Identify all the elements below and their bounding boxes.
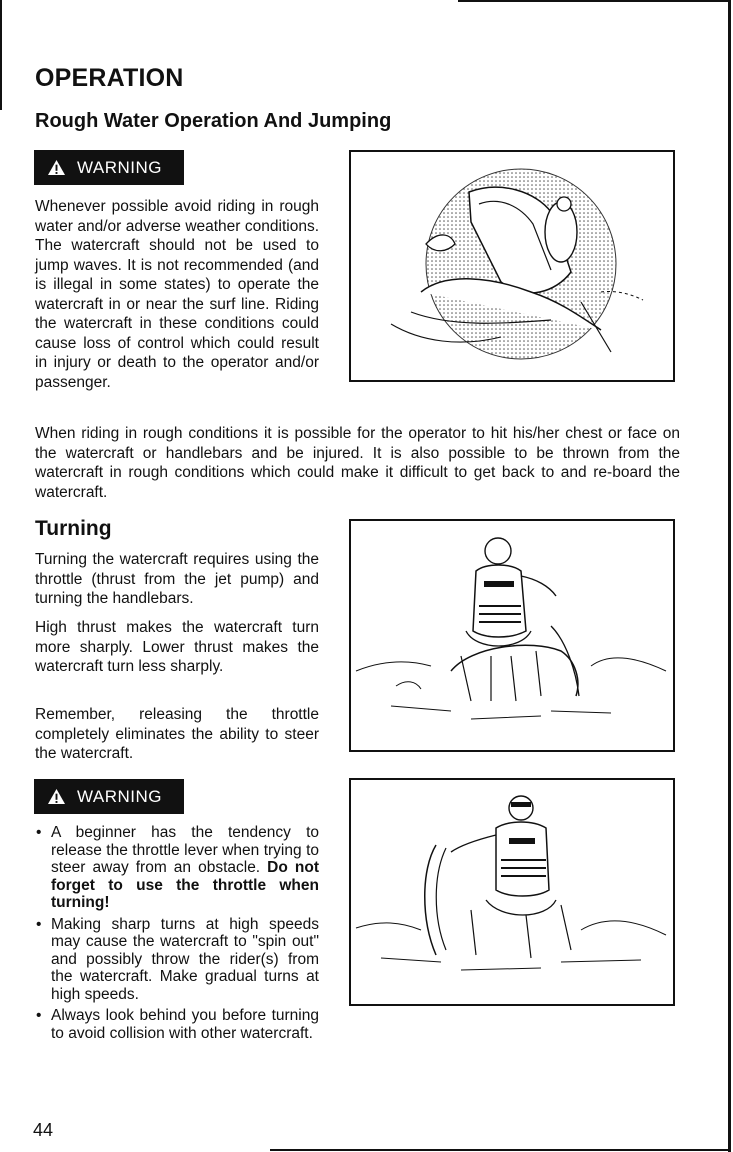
bullet-text: Making sharp turns at high speeds may cause the watercraft to "spin out" and possibly throw the rider(s) from the watercraft. Make gradual turns at high speeds. [51,915,319,1003]
page-border-right [728,0,731,1152]
jumping-illustration [349,150,675,382]
warning-label: WARNING [77,786,163,806]
page-number: 44 [33,1120,54,1140]
turning-title: Turning [35,517,112,540]
subsection-title: Rough Water Operation And Jumping [35,110,392,132]
bullet-emphasis: Do not forget to use the throttle when turning! [51,859,319,911]
page-border-left [0,0,2,110]
rough-water-paragraph: When riding in rough conditions it is possible for the operator to hit his/her chest or face on the watercraft or handlebars and be injured. It is also possible to be thrown from the watercraft in rough conditions which could make it difficult to get back to and re-board the watercraft. [35,425,680,501]
section-title: OPERATION [35,64,184,92]
bullet-text: Always look behind you before turning to avoid collision with other watercraft. [51,1007,319,1042]
bullet-icon: • [36,824,42,841]
page-border-top [458,0,728,2]
warning-banner-1 [34,150,184,185]
bullet-text: A beginner has the tendency to release the throttle lever when trying to steer away from an obstacle. [51,824,319,876]
list-item [35,824,319,912]
turning-paragraph-3: Remember, releasing the throttle completely eliminates the ability to steer the watercraft. [35,706,319,762]
turning-paragraph-1: Turning the watercraft requires using the throttle (thrust from the jet pump) and turning the handlebars. [35,551,319,607]
list-item [35,1007,319,1042]
turning-paragraph-2: High thrust makes the watercraft turn more sharply. Lower thrust makes the watercraft turn less sharply. [35,619,319,675]
warning-triangle-icon [47,159,66,176]
warning-label: WARNING [77,157,163,177]
warning-1-text: Whenever possible avoid riding in rough water and/or adverse weather conditions. The watercraft should not be used to jump waves. It is not recommended (and is illegal in some states) to operate the watercraft in or near the surf line. Riding the watercraft in these conditions could cause loss of control which could result in injury or death to the operator and/or passenger. [35,198,319,391]
warning-banner-2 [34,779,184,814]
warning-2-bullet-list [35,824,319,1046]
sharp-turn-illustration [349,778,675,1006]
warning-triangle-icon [47,788,66,805]
bullet-icon: • [36,1007,42,1024]
page-border-bottom [270,1149,730,1151]
list-item [35,916,319,1004]
turning-rider-illustration [349,519,675,752]
bullet-icon: • [36,915,42,933]
